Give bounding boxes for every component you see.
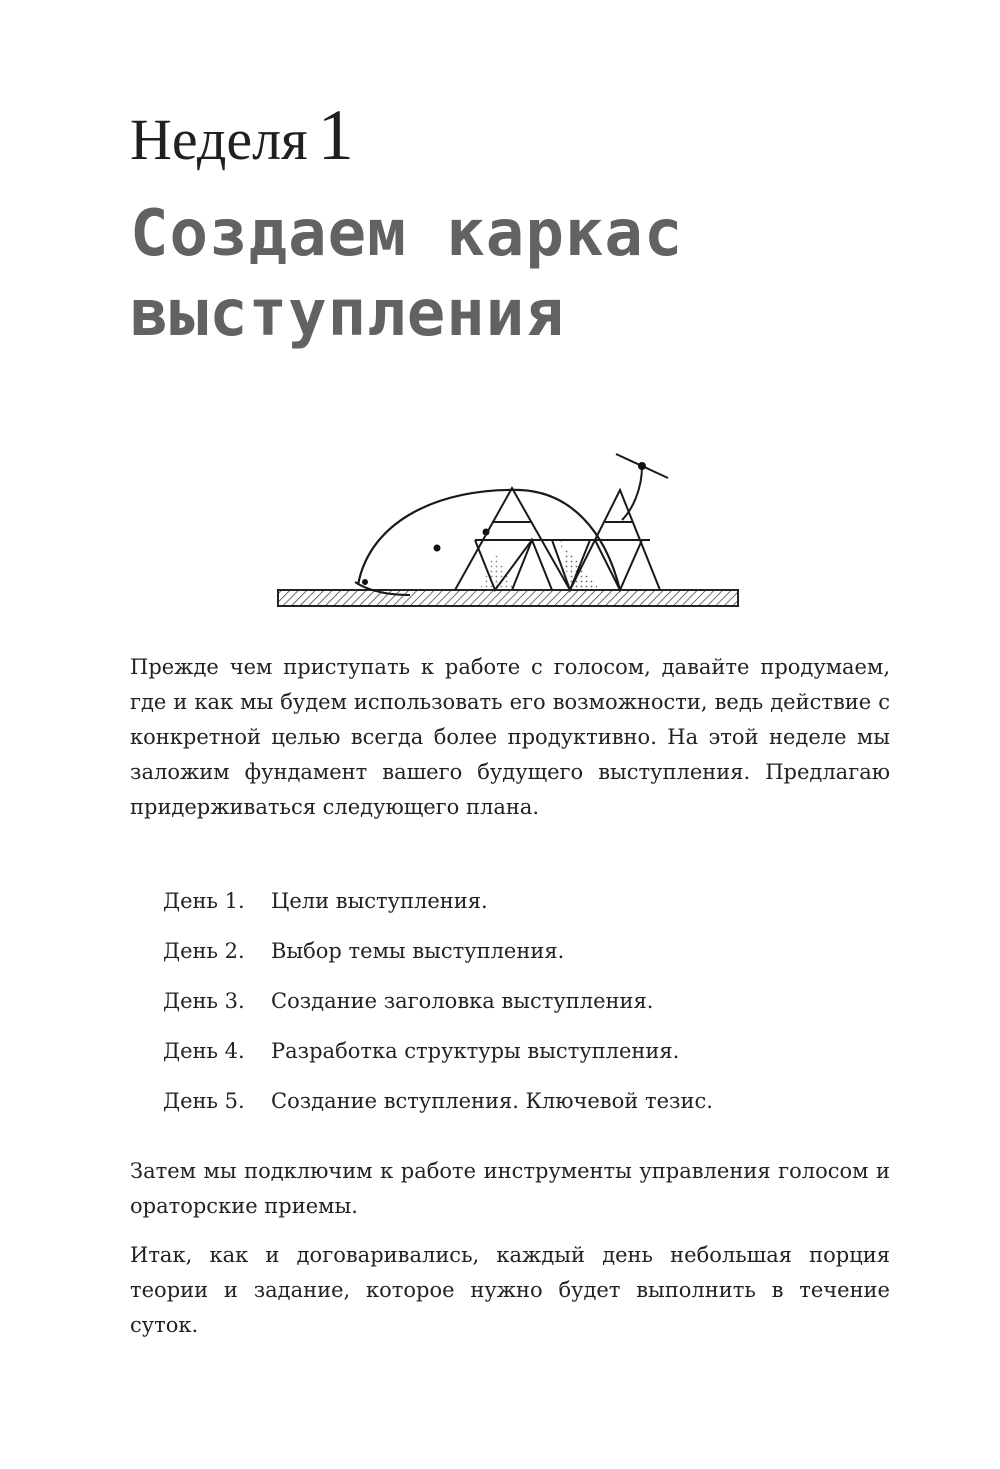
chapter-title: Создаем каркас выступления	[130, 197, 684, 351]
plan-paragraph: Итак, как и договаривались, каждый день небольшая порция теории и задание, которое нужно будет выполнить в течение суток.	[130, 1243, 890, 1337]
plan-day: День 1.	[163, 889, 245, 913]
week-label: Неделя	[130, 107, 308, 172]
list-item	[163, 984, 713, 1034]
plan-task: Выбор темы выступления.	[271, 939, 565, 963]
list-item	[163, 1034, 713, 1084]
plan-task: Создание вступления. Ключевой тезис.	[271, 1089, 713, 1113]
plan-day: День 4.	[163, 1039, 245, 1063]
plan-task: Создание заголовка выступления.	[271, 989, 654, 1013]
plan-task: Цели выступления.	[271, 889, 488, 913]
week-number: 1	[317, 95, 354, 175]
list-item	[163, 1084, 713, 1134]
plan-day: День 3.	[163, 989, 245, 1013]
week-heading	[130, 92, 354, 178]
plan-task: Разработка структуры выступления.	[271, 1039, 680, 1063]
intro-paragraph: Прежде чем приступать к работе с голосом, давайте продумаем, где и как мы будем использовать его возможности, ведь действие с конкретной целью всегда более продуктивно. На этой неделе мы заложим фундамент вашего будущего выступления. Предлагаю придерживаться следующего плана.	[130, 655, 890, 819]
plan-list	[163, 884, 713, 1134]
list-item	[163, 934, 713, 984]
list-item	[163, 884, 713, 934]
tools-paragraph: Затем мы подключим к работе инструменты управления голосом и ораторские приемы.	[130, 1159, 890, 1218]
plan-day: День 2.	[163, 939, 245, 963]
rounded-shape-with-triangle-frame-icon	[270, 440, 750, 620]
plan-day: День 5.	[163, 1089, 245, 1113]
